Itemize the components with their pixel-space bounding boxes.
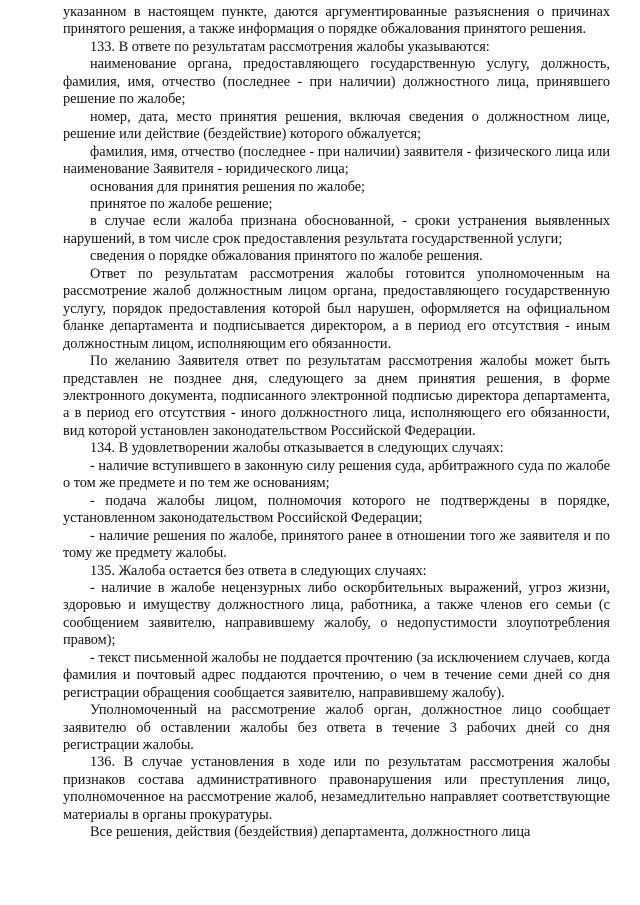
document-page	[63, 4, 610, 842]
paragraph-notification: Уполномоченный на рассмотрение жалоб орган, должностное лицо сообщает заявителю об оставлении жалобы без ответа в течение 3 рабочих дней со дня регистрации жалобы.	[63, 702, 610, 754]
paragraph-continuation: указанном в настоящем пункте, даются аргументированные разъяснения о причинах принятого решения, а также информация о порядке обжалования принятого решения.	[63, 4, 610, 38]
list-item-organ-name: наименование органа, предоставляющего государственную услугу, должность, фамилия, имя, отчество (последнее - при наличии) должностного лица, принявшего решение по жалобе;	[63, 56, 610, 108]
list-item-unconfirmed-authority: - подача жалобы лицом, полномочия которого не подтверждены в порядке, установленном законодательством Российской Федерации;	[63, 492, 610, 527]
paragraph-electronic-response: По желанию Заявителя ответ по результатам рассмотрения жалобы может быть представлен не позднее дня, следующего за днем принятия решения, в форме электронного документа, подписанного электронной подписью директора департамента, а в период его отсутствия - иного должностного лица, исполняющего его обязанности, вид которой установлен законодательством Российской Федерации.	[63, 353, 610, 439]
list-item-court-decision: - наличие вступившего в законную силу решения суда, арбитражного суда по жалобе о том же предмете и по тем же основаниям;	[63, 457, 610, 492]
paragraph-133-heading: 133. В ответе по результатам рассмотрения жалобы указываются:	[90, 38, 490, 55]
list-item-applicant-name: фамилия, имя, отчество (последнее - при наличии) заявителя - физического лица или наименование Заявителя - юридического лица;	[63, 143, 610, 178]
list-item-appeal-procedure: сведения о порядке обжалования принятого по жалобе решения.	[90, 248, 483, 265]
paragraph-final-partial: Все решения, действия (бездействия) департамента, должностного лица	[90, 824, 531, 841]
list-item-deadlines: в случае если жалоба признана обоснованной, - сроки устранения выявленных нарушений, в том числе срок предоставления результата государственной услуги;	[63, 213, 610, 247]
list-item-decision-number: номер, дата, место принятия решения, включая сведения о должностном лице, решение или действие (бездействие) которого обжалуется;	[63, 108, 610, 143]
paragraph-134-heading: 134. В удовлетворении жалобы отказывается в следующих случаях:	[90, 440, 504, 457]
list-item-grounds: основания для принятия решения по жалобе;	[90, 178, 366, 195]
list-item-unreadable-text: - текст письменной жалобы не поддается прочтению (за исключением случаев, когда фамилия и почтовый адрес поддаются прочтению, о чем в течение семи дней со дня регистрации обращения сообщается заявителю, направившему жалобу).	[63, 649, 610, 701]
paragraph-135-heading: 135. Жалоба остается без ответа в следующих случаях:	[90, 562, 427, 579]
list-item-prior-decision: - наличие решения по жалобе, принятого ранее в отношении того же заявителя и по тому же предмету жалобы.	[63, 527, 610, 562]
paragraph-response-preparation: Ответ по результатам рассмотрения жалобы готовится уполномоченным на рассмотрение жалоб должностным лицом органа, предоставляющего государственную услугу, порядок предоставления которой был нарушен, оформляется на официальном бланке департамента и подписывается директором, а в период его отсутствия - иным должностным лицом, исполняющим его обязанности.	[63, 265, 610, 352]
paragraph-136: 136. В случае установления в ходе или по результатам рассмотрения жалобы признаков состава административного правонарушения или преступления лицо, уполномоченное на рассмотрение жалоб, незамедлительно направляет соответствующие материалы в органы прокуратуры.	[63, 754, 610, 823]
list-item-offensive-language: - наличие в жалобе нецензурных либо оскорбительных выражений, угроз жизни, здоровью и имуществу должностного лица, работника, а также членов его семьи (с сообщением заявителю, направившему жалобу, о недопустимости злоупотребления правом);	[63, 579, 610, 649]
list-item-decision: принятое по жалобе решение;	[90, 195, 273, 212]
